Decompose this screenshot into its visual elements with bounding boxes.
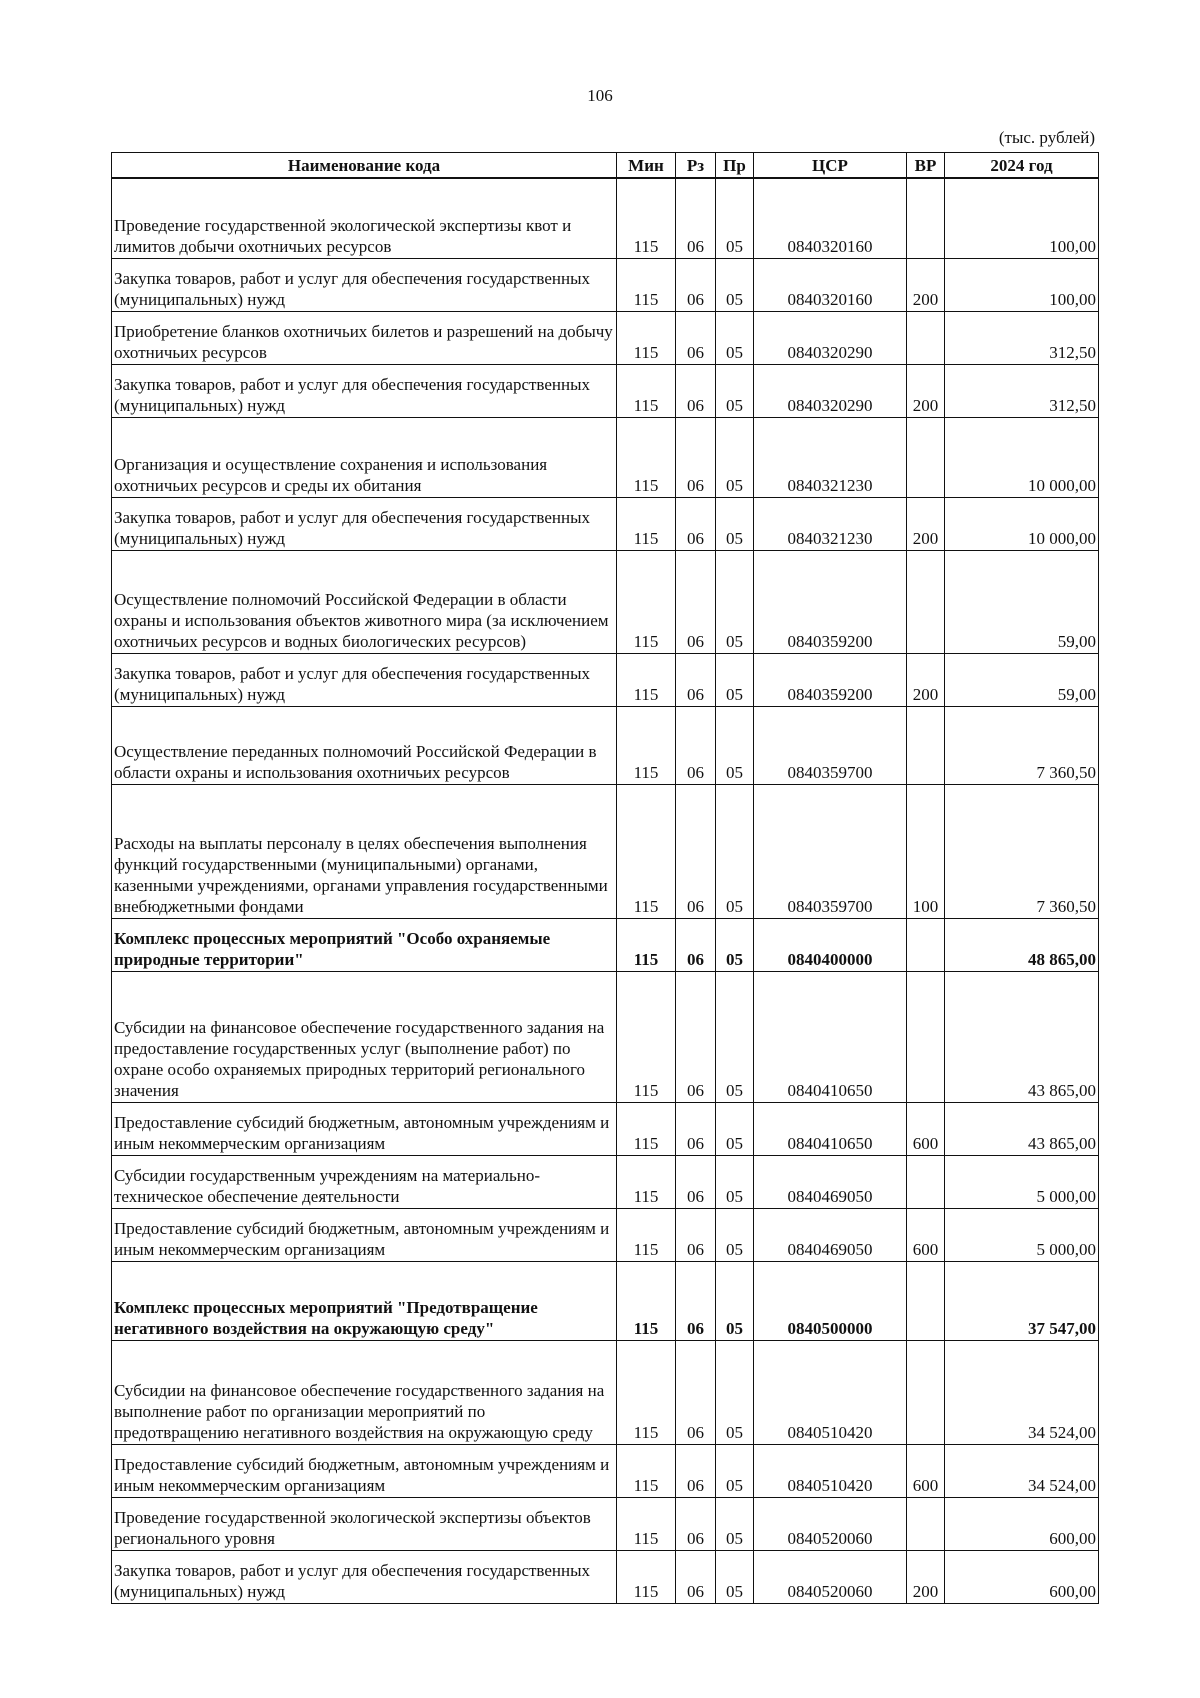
cell-csr: 0840469050 <box>754 1208 907 1261</box>
cell-min: 115 <box>617 258 676 311</box>
cell-pr: 05 <box>716 653 754 706</box>
cell-vr <box>907 1497 945 1550</box>
table-row <box>112 1340 1099 1444</box>
cell-name: Закупка товаров, работ и услуг для обеспечения государственных (муниципальных) нужд <box>112 258 617 311</box>
cell-pr: 05 <box>716 258 754 311</box>
table-header-row <box>112 153 1099 179</box>
cell-pr: 05 <box>716 1102 754 1155</box>
table-row <box>112 1497 1099 1550</box>
cell-min: 115 <box>617 178 676 258</box>
cell-pr: 05 <box>716 1444 754 1497</box>
cell-min: 115 <box>617 1340 676 1444</box>
cell-name: Комплекс процессных мероприятий "Особо охраняемые природные территории" <box>112 918 617 971</box>
cell-min: 115 <box>617 971 676 1102</box>
cell-amount: 43 865,00 <box>945 1102 1099 1155</box>
cell-pr: 05 <box>716 784 754 918</box>
cell-name: Закупка товаров, работ и услуг для обеспечения государственных (муниципальных) нужд <box>112 497 617 550</box>
header-pr: Пр <box>716 153 754 179</box>
cell-csr: 0840520060 <box>754 1550 907 1603</box>
cell-name: Предоставление субсидий бюджетным, автономным учреждениям и иным некоммерческим организациям <box>112 1444 617 1497</box>
cell-vr: 200 <box>907 364 945 417</box>
cell-rz: 06 <box>676 1444 716 1497</box>
cell-pr: 05 <box>716 417 754 497</box>
cell-vr: 600 <box>907 1444 945 1497</box>
cell-rz: 06 <box>676 417 716 497</box>
cell-name: Осуществление переданных полномочий Российской Федерации в области охраны и использования охотничьих ресурсов <box>112 706 617 784</box>
cell-vr <box>907 918 945 971</box>
table-row <box>112 364 1099 417</box>
cell-rz: 06 <box>676 1155 716 1208</box>
table-row <box>112 706 1099 784</box>
cell-rz: 06 <box>676 918 716 971</box>
page-number: 106 <box>587 86 613 105</box>
table-row <box>112 918 1099 971</box>
cell-pr: 05 <box>716 1261 754 1340</box>
cell-csr: 0840410650 <box>754 1102 907 1155</box>
cell-amount: 7 360,50 <box>945 784 1099 918</box>
cell-csr: 0840469050 <box>754 1155 907 1208</box>
table-body <box>112 178 1099 1603</box>
cell-vr: 200 <box>907 1550 945 1603</box>
cell-vr <box>907 550 945 653</box>
cell-name: Проведение государственной экологической экспертизы квот и лимитов добычи охотничьих ресурсов <box>112 178 617 258</box>
cell-amount: 34 524,00 <box>945 1444 1099 1497</box>
cell-pr: 05 <box>716 1550 754 1603</box>
cell-rz: 06 <box>676 497 716 550</box>
cell-name: Проведение государственной экологической экспертизы объектов регионального уровня <box>112 1497 617 1550</box>
cell-pr: 05 <box>716 1155 754 1208</box>
cell-min: 115 <box>617 364 676 417</box>
cell-pr: 05 <box>716 550 754 653</box>
cell-name: Комплекс процессных мероприятий "Предотвращение негативного воздействия на окружающую среду" <box>112 1261 617 1340</box>
cell-rz: 06 <box>676 311 716 364</box>
table-row <box>112 311 1099 364</box>
cell-min: 115 <box>617 653 676 706</box>
cell-amount: 10 000,00 <box>945 497 1099 550</box>
cell-vr: 200 <box>907 653 945 706</box>
cell-amount: 48 865,00 <box>945 918 1099 971</box>
table-row <box>112 1261 1099 1340</box>
cell-min: 115 <box>617 918 676 971</box>
header-name: Наименование кода <box>112 153 617 179</box>
cell-csr: 0840320290 <box>754 311 907 364</box>
cell-pr: 05 <box>716 364 754 417</box>
cell-amount: 312,50 <box>945 364 1099 417</box>
table-row <box>112 1102 1099 1155</box>
cell-rz: 06 <box>676 1550 716 1603</box>
header-min: Мин <box>617 153 676 179</box>
cell-min: 115 <box>617 1102 676 1155</box>
cell-csr: 0840320290 <box>754 364 907 417</box>
cell-pr: 05 <box>716 918 754 971</box>
cell-csr: 0840359700 <box>754 706 907 784</box>
cell-name: Предоставление субсидий бюджетным, автономным учреждениям и иным некоммерческим организациям <box>112 1208 617 1261</box>
cell-name: Предоставление субсидий бюджетным, автономным учреждениям и иным некоммерческим организациям <box>112 1102 617 1155</box>
cell-name: Субсидии на финансовое обеспечение государственного задания на выполнение работ по организации мероприятий по предотвращению негативного воздействия на окружающую среду <box>112 1340 617 1444</box>
units-note: (тыс. рублей) <box>998 128 1095 147</box>
cell-csr: 0840320160 <box>754 258 907 311</box>
cell-csr: 0840321230 <box>754 417 907 497</box>
cell-min: 115 <box>617 706 676 784</box>
cell-rz: 06 <box>676 971 716 1102</box>
cell-amount: 100,00 <box>945 258 1099 311</box>
cell-vr <box>907 1155 945 1208</box>
header-vr: ВР <box>907 153 945 179</box>
cell-name: Субсидии на финансовое обеспечение государственного задания на предоставление государственных услуг (выполнение работ) по охране особо охраняемых природных территорий регионального значения <box>112 971 617 1102</box>
table-row <box>112 1550 1099 1603</box>
table-row <box>112 497 1099 550</box>
cell-amount: 10 000,00 <box>945 417 1099 497</box>
cell-amount: 59,00 <box>945 653 1099 706</box>
cell-min: 115 <box>617 550 676 653</box>
cell-name: Субсидии государственным учреждениям на материально-техническое обеспечение деятельности <box>112 1155 617 1208</box>
cell-vr <box>907 178 945 258</box>
cell-min: 115 <box>617 1155 676 1208</box>
table-row <box>112 1155 1099 1208</box>
cell-pr: 05 <box>716 971 754 1102</box>
cell-amount: 100,00 <box>945 178 1099 258</box>
table-row <box>112 971 1099 1102</box>
cell-rz: 06 <box>676 258 716 311</box>
cell-name: Организация и осуществление сохранения и использования охотничьих ресурсов и среды их обитания <box>112 417 617 497</box>
cell-pr: 05 <box>716 178 754 258</box>
cell-vr: 100 <box>907 784 945 918</box>
cell-amount: 43 865,00 <box>945 971 1099 1102</box>
cell-min: 115 <box>617 417 676 497</box>
cell-rz: 06 <box>676 1208 716 1261</box>
cell-vr <box>907 1261 945 1340</box>
cell-csr: 0840510420 <box>754 1444 907 1497</box>
cell-vr <box>907 971 945 1102</box>
cell-rz: 06 <box>676 550 716 653</box>
cell-vr <box>907 311 945 364</box>
cell-vr <box>907 706 945 784</box>
table-row <box>112 417 1099 497</box>
cell-csr: 0840320160 <box>754 178 907 258</box>
cell-csr: 0840359700 <box>754 784 907 918</box>
cell-min: 115 <box>617 784 676 918</box>
cell-min: 115 <box>617 1550 676 1603</box>
cell-pr: 05 <box>716 497 754 550</box>
cell-rz: 06 <box>676 1102 716 1155</box>
cell-amount: 600,00 <box>945 1550 1099 1603</box>
cell-name: Закупка товаров, работ и услуг для обеспечения государственных (муниципальных) нужд <box>112 653 617 706</box>
cell-vr <box>907 417 945 497</box>
table-row <box>112 178 1099 258</box>
cell-amount: 5 000,00 <box>945 1208 1099 1261</box>
cell-csr: 0840400000 <box>754 918 907 971</box>
table-row <box>112 1208 1099 1261</box>
cell-min: 115 <box>617 497 676 550</box>
cell-amount: 7 360,50 <box>945 706 1099 784</box>
cell-vr: 600 <box>907 1208 945 1261</box>
cell-min: 115 <box>617 1497 676 1550</box>
cell-csr: 0840410650 <box>754 971 907 1102</box>
table-row <box>112 550 1099 653</box>
cell-name: Закупка товаров, работ и услуг для обеспечения государственных (муниципальных) нужд <box>112 364 617 417</box>
cell-amount: 5 000,00 <box>945 1155 1099 1208</box>
cell-pr: 05 <box>716 1340 754 1444</box>
cell-csr: 0840520060 <box>754 1497 907 1550</box>
cell-name: Закупка товаров, работ и услуг для обеспечения государственных (муниципальных) нужд <box>112 1550 617 1603</box>
cell-vr: 200 <box>907 258 945 311</box>
cell-name: Расходы на выплаты персоналу в целях обеспечения выполнения функций государственными (муниципальными) органами, казенными учреждениями, органами управления государственными внебюджетными фондами <box>112 784 617 918</box>
cell-amount: 34 524,00 <box>945 1340 1099 1444</box>
cell-min: 115 <box>617 1444 676 1497</box>
cell-csr: 0840359200 <box>754 653 907 706</box>
cell-csr: 0840321230 <box>754 497 907 550</box>
cell-rz: 06 <box>676 178 716 258</box>
cell-amount: 37 547,00 <box>945 1261 1099 1340</box>
cell-rz: 06 <box>676 364 716 417</box>
cell-min: 115 <box>617 1261 676 1340</box>
cell-pr: 05 <box>716 311 754 364</box>
cell-min: 115 <box>617 311 676 364</box>
cell-pr: 05 <box>716 1497 754 1550</box>
cell-csr: 0840510420 <box>754 1340 907 1444</box>
cell-csr: 0840500000 <box>754 1261 907 1340</box>
cell-name: Приобретение бланков охотничьих билетов и разрешений на добычу охотничьих ресурсов <box>112 311 617 364</box>
cell-vr: 600 <box>907 1102 945 1155</box>
cell-rz: 06 <box>676 1340 716 1444</box>
header-csr: ЦСР <box>754 153 907 179</box>
cell-rz: 06 <box>676 706 716 784</box>
header-amount: 2024 год <box>945 153 1099 179</box>
cell-rz: 06 <box>676 653 716 706</box>
table-row <box>112 784 1099 918</box>
cell-amount: 600,00 <box>945 1497 1099 1550</box>
table-row <box>112 1444 1099 1497</box>
cell-pr: 05 <box>716 1208 754 1261</box>
cell-amount: 312,50 <box>945 311 1099 364</box>
table-row <box>112 653 1099 706</box>
cell-rz: 06 <box>676 1261 716 1340</box>
cell-pr: 05 <box>716 706 754 784</box>
cell-csr: 0840359200 <box>754 550 907 653</box>
header-rz: Рз <box>676 153 716 179</box>
cell-vr <box>907 1340 945 1444</box>
cell-name: Осуществление полномочий Российской Федерации в области охраны и использования объектов животного мира (за исключением охотничьих ресурсов и водных биологических ресурсов) <box>112 550 617 653</box>
cell-amount: 59,00 <box>945 550 1099 653</box>
cell-vr: 200 <box>907 497 945 550</box>
budget-table <box>111 152 1099 1604</box>
table-row <box>112 258 1099 311</box>
cell-min: 115 <box>617 1208 676 1261</box>
cell-rz: 06 <box>676 784 716 918</box>
cell-rz: 06 <box>676 1497 716 1550</box>
